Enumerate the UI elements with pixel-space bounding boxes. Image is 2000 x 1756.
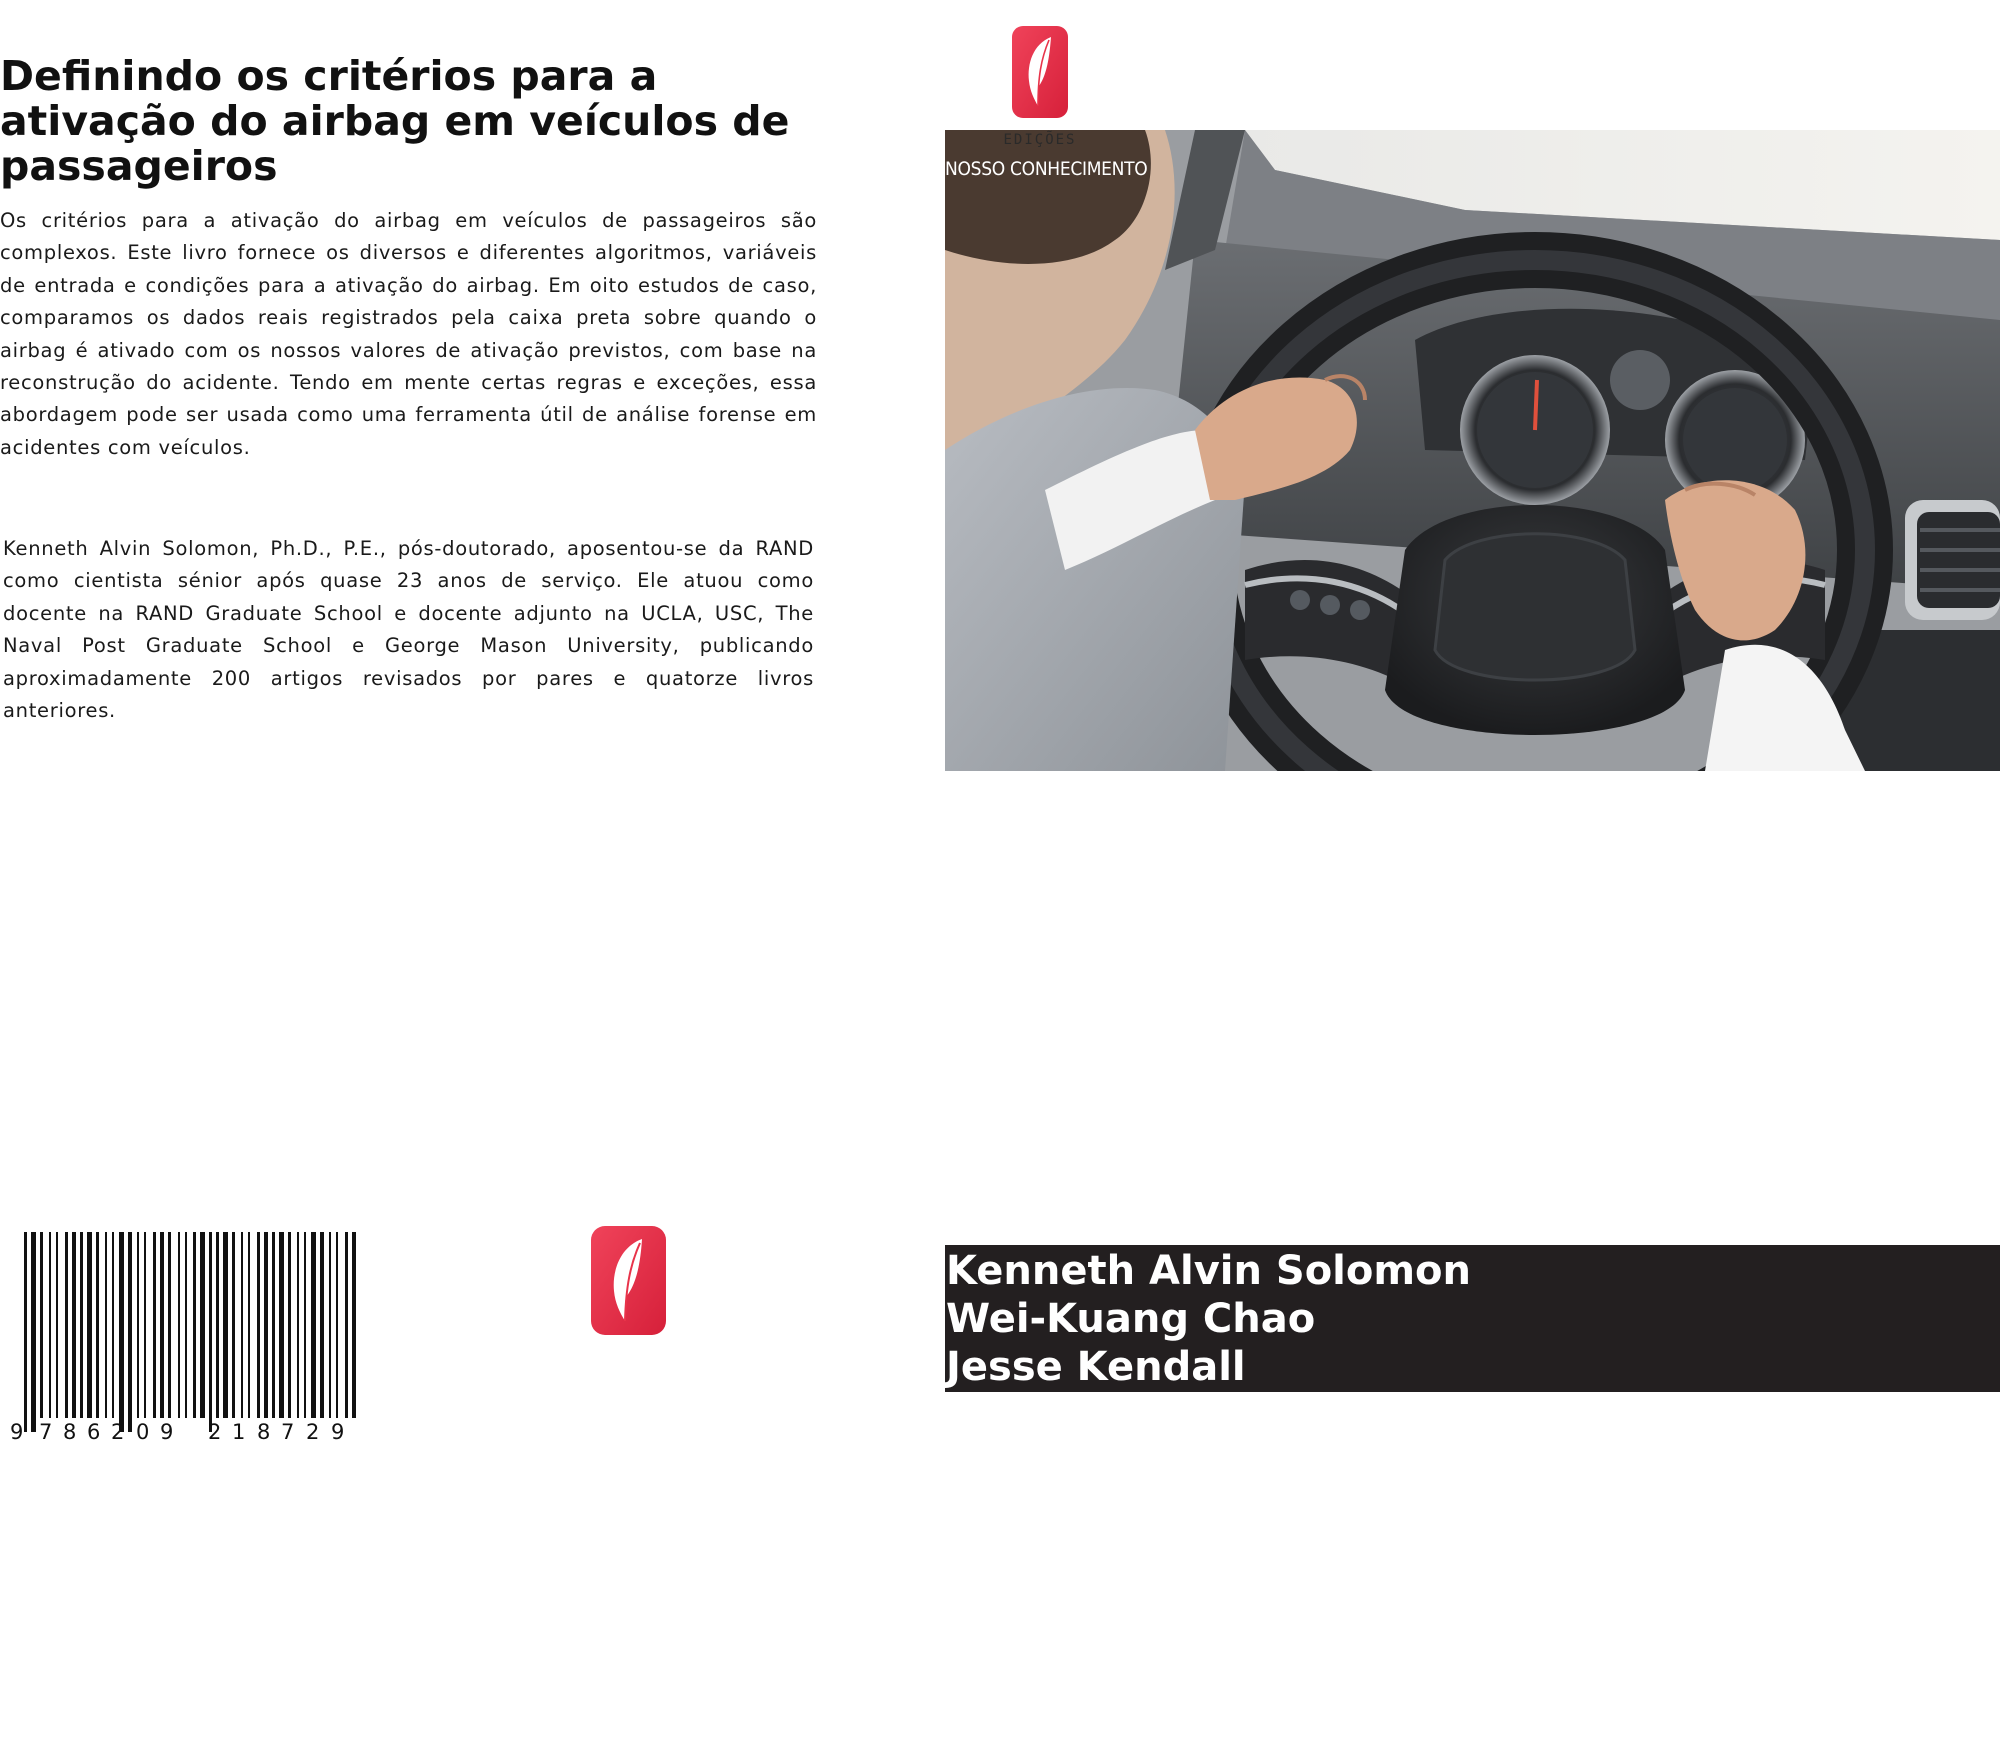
barcode-bar [40, 1232, 43, 1418]
barcode-bar [264, 1232, 268, 1418]
barcode-bar [153, 1232, 156, 1418]
barcode-bar [80, 1232, 83, 1418]
barcode-bar [193, 1232, 196, 1418]
isbn-digit: 2 [306, 1420, 320, 1444]
isbn-digit: 9 [331, 1420, 345, 1444]
isbn-digit: 2 [208, 1420, 222, 1444]
imprint-label: EDIÇÕES [1003, 132, 1077, 148]
author-bio: Kenneth Alvin Solomon, Ph.D., P.E., pós-doutorado, aposentou-se da RAND como cientista sénior após quase 23 anos de serviço. Ele atuou como docente na RAND Graduate School e docente adjunto na UCLA, USC, The Naval Post Graduate School e George Mason University, publicando aproximadamente 200 artigos revisados por pares e quatorze livros anteriores. [3, 537, 814, 723]
barcode-bar [119, 1232, 124, 1432]
barcode-bar [297, 1232, 299, 1418]
authors-bar [945, 1245, 2000, 1392]
barcode-bar [311, 1232, 316, 1418]
barcode-bar [257, 1232, 260, 1418]
barcode-bar [248, 1232, 250, 1418]
isbn-digit: 2 [111, 1420, 125, 1444]
author-name: Kenneth Alvin Solomon [946, 1248, 1471, 1294]
isbn-digit: 8 [63, 1420, 77, 1444]
barcode-bar [112, 1232, 114, 1418]
isbn-digits [10, 1420, 370, 1756]
isbn-digit: 9 [160, 1420, 174, 1444]
isbn-barcode [10, 1232, 370, 1448]
barcode-bar [128, 1232, 132, 1432]
barcode-bar [144, 1232, 146, 1418]
barcode-bar [200, 1232, 205, 1418]
barcode-bar [223, 1232, 228, 1418]
barcode-bar [288, 1232, 291, 1418]
isbn-digit: 1 [232, 1420, 246, 1444]
barcode-bar [329, 1232, 331, 1418]
isbn-digit: 8 [257, 1420, 271, 1444]
barcode-bar [24, 1232, 27, 1432]
barcode-bar [160, 1232, 164, 1418]
barcode-bars [10, 1232, 370, 1432]
isbn-digit: 6 [87, 1420, 101, 1444]
imprint-name: NOSSO CONHECIMENTO [945, 158, 1148, 180]
barcode-bar [345, 1232, 348, 1418]
barcode-bar [272, 1232, 275, 1418]
isbn-digit: 7 [281, 1420, 295, 1444]
barcode-bar [279, 1232, 284, 1418]
barcode-bar [320, 1232, 324, 1418]
barcode-bar [178, 1232, 180, 1418]
barcode-bar [65, 1232, 68, 1418]
isbn-digit: 0 [136, 1420, 150, 1444]
barcode-bar [49, 1232, 51, 1418]
feather-icon [1011, 25, 1069, 119]
publisher-logo-back [590, 1225, 667, 1336]
barcode-bar [72, 1232, 76, 1418]
barcode-bar [241, 1232, 243, 1418]
barcode-bar [304, 1232, 306, 1418]
barcode-bar [352, 1232, 356, 1418]
barcode-bar [209, 1232, 212, 1432]
back-cover-title: Definindo os critérios para a ativação do airbag em veículos de passageiros [0, 52, 790, 190]
barcode-bar [105, 1232, 107, 1418]
barcode-bar [87, 1232, 92, 1418]
isbn-digit: 7 [39, 1420, 53, 1444]
book-blurb: Os critérios para a ativação do airbag em veículos de passageiros são complexos. Este livro fornece os diversos e diferentes algoritmos, variáveis de entrada e condições para a ativação do airbag. Em oito estudos de caso, comparamos os dados reais registrados pela caixa preta sobre quando o airbag é ativado com os nossos valores de ativação previstos, com base na reconstrução do acidente. Tendo em mente certas regras e exceções, essa abordagem pode ser usada como uma ferramenta útil de análise forense em acidentes com veículos. [0, 209, 817, 459]
barcode-bar [31, 1232, 36, 1432]
barcode-bar [137, 1232, 139, 1418]
steering-wheel-photo [945, 130, 2000, 771]
barcode-bar [336, 1232, 338, 1418]
barcode-bar [56, 1232, 58, 1418]
isbn-digit: 9 [10, 1420, 24, 1444]
barcode-bar [232, 1232, 235, 1418]
author-name: Jesse Kendall [946, 1344, 1246, 1390]
barcode-bar [96, 1232, 99, 1418]
barcode-bar [185, 1232, 187, 1418]
author-name: Wei-Kuang Chao [946, 1296, 1316, 1342]
barcode-bar [168, 1232, 171, 1418]
barcode-bar [216, 1232, 219, 1418]
publisher-logo-front [1011, 25, 1069, 119]
feather-icon [590, 1225, 667, 1336]
cover-photo [945, 130, 2000, 771]
